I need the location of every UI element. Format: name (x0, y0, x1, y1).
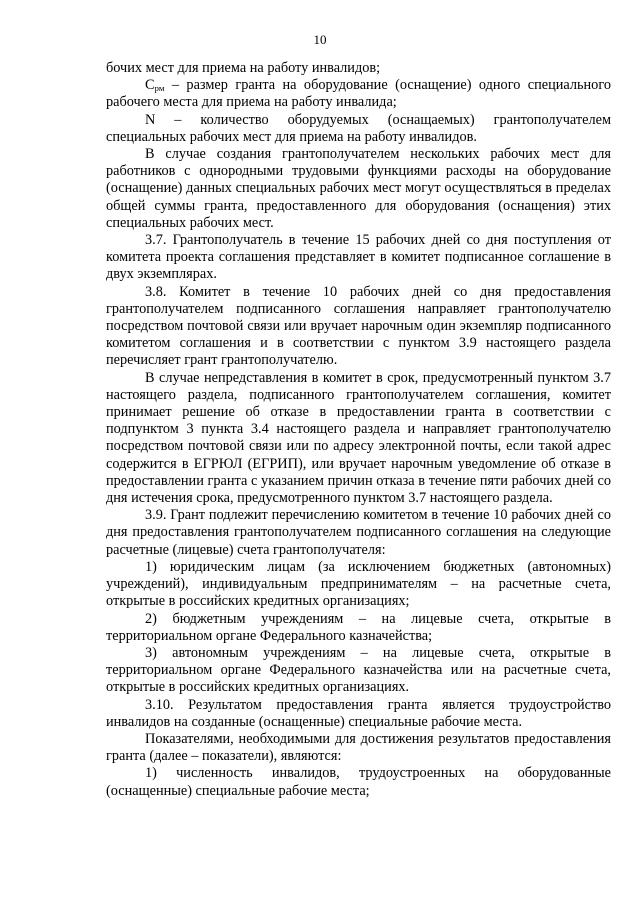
paragraph: N – количество оборудуемых (оснащаемых) грантополучателем специальных рабочих мест для приема на работу инвалидов. (106, 111, 611, 145)
page-number: 10 (313, 32, 327, 47)
list-item: 1) юридическим лицам (за исключением бюджетных (автономных) учреждений), индивидуальным предпринимателям – на расчетные счета, открытые в российских кредитных организациях; (106, 558, 611, 610)
paragraph: Показателями, необходимыми для достижения результатов предоставления гранта (далее – показатели), являются: (106, 730, 611, 765)
list-item: 2) бюджетным учреждениям – на лицевые счета, открытые в территориальном органе Федерального казначейства; (106, 610, 611, 644)
paragraph: В случае непредставления в комитет в срок, предусмотренный пунктом 3.7 настоящего раздела, подписанного грантополучателем соглашения, комитет принимает решение об отказе в предоставлении гранта в соответствии с подпунктом 3 пункта 3.4 настоящего раздела и направляет грантополучателю посредством почтовой связи или по адресу электронной почты, если такой адрес содержится в ЕГРЮЛ (ЕГРИП), или вручает нарочным уведомление об отказе в предоставлении гранта с указанием причин отказа в течение пяти рабочих дней со дня истечения срока, предусмотренного пунктом 3.7 настоящего раздела. (106, 369, 611, 507)
document-body (106, 60, 611, 800)
paragraph: бочих мест для приема на работу инвалидов; (106, 60, 381, 76)
paragraph: В случае создания грантополучателем нескольких рабочих мест для работников с однородными трудовыми функциями расходы на оборудование (оснащение) данных специальных рабочих мест могут осуществляться в пределах общей суммы гранта, предоставленного для оборудования (оснащения) этих специальных рабочих мест. (106, 146, 611, 231)
paragraph-text: – размер гранта на оборудование (оснащение) одного специального рабочего места для приема на работу инвалида; (106, 77, 611, 111)
list-item: 1) численность инвалидов, трудоустроенных на оборудованные (оснащенные) специальные рабочие места; (106, 765, 611, 799)
list-item: 3) автономным учреждениям – на лицевые счета, открытые в территориальном органе Федерального казначейства или на расчетные счета, открытые в российских кредитных организациях. (106, 644, 611, 696)
paragraph: 3.10. Результатом предоставления гранта является трудоустройство инвалидов на созданные (оснащенные) специальные рабочие места. (106, 696, 611, 730)
paragraph-formula-variable (106, 77, 611, 111)
paragraph: 3.8. Комитет в течение 10 рабочих дней со дня предоставления грантополучателем подписанного соглашения направляет грантополучателю посредством почтовой связи или вручает нарочным один экземпляр подписанного комитетом соглашения и в соответствии с пунктом 3.9 настоящего раздела перечисляет грант грантополучателю. (106, 283, 611, 369)
paragraph: 3.7. Грантополучатель в течение 15 рабочих дней со дня поступления от комитета проекта соглашения представляет в комитет подписанное соглашение в двух экземплярах. (106, 232, 611, 283)
formula-symbol: $С_{рм}$ (145, 77, 165, 94)
paragraph: 3.9. Грант подлежит перечислению комитетом в течение 10 рабочих дней со дня предоставления грантополучателем подписанного соглашения на следующие расчетные (лицевые) счета грантополучателя: (106, 507, 611, 558)
formula-subscript: рм (154, 83, 165, 94)
